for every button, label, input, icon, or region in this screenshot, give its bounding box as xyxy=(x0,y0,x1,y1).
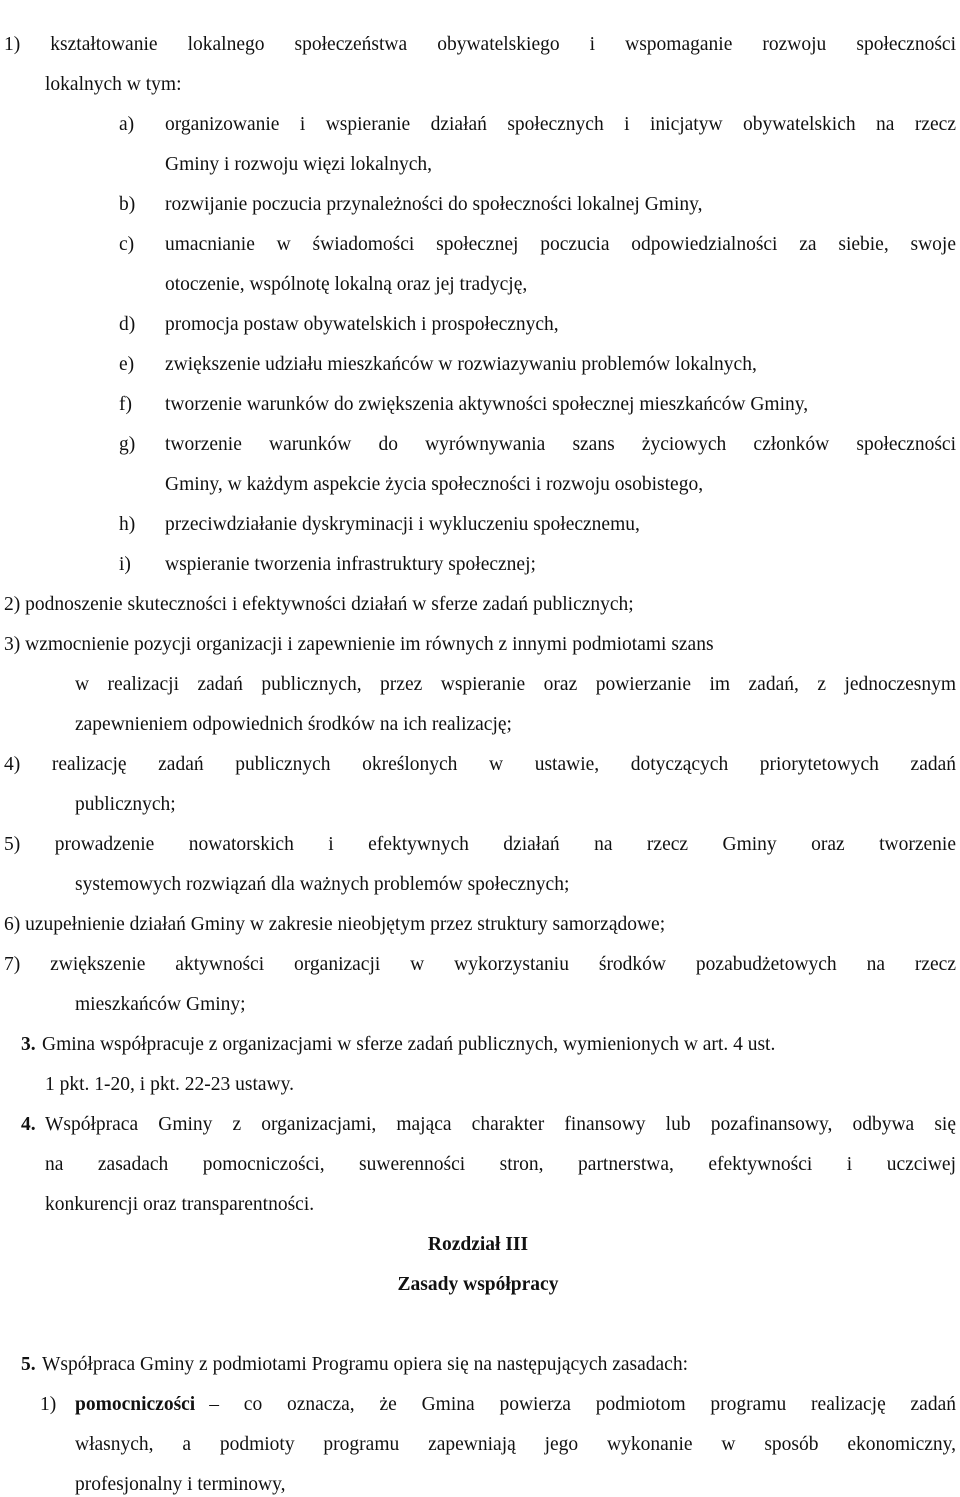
sub-item-label: d) xyxy=(119,314,136,335)
sub-item-c-line-2: otoczenie, wspólnotę lokalną oraz jej tradycję, xyxy=(165,274,528,295)
item-1-line-1: 1) kształtowanie lokalnego społeczeństwa obywatelskiego i wspomaganie rozwoju społeczności xyxy=(4,34,956,55)
sub-item-label: e) xyxy=(119,354,135,375)
paragraph-3-line-2: 1 pkt. 1-20, i pkt. 22-23 ustawy. xyxy=(45,1074,294,1095)
paragraph-4-number: 4. xyxy=(21,1114,36,1135)
paragraph-4-line-3: konkurencji oraz transparentności. xyxy=(45,1194,315,1215)
sub-item-i-line-1: wspieranie tworzenia infrastruktury społecznej; xyxy=(165,554,536,575)
sub-item-label: a) xyxy=(119,114,135,135)
item-3-line-3: zapewnieniem odpowiednich środków na ich realizację; xyxy=(75,714,512,735)
paragraph-4-line-1: Współpraca Gminy z organizacjami, mająca charakter finansowy lub pozafinansowy, odbywa się xyxy=(45,1114,956,1135)
sub-item-label: c) xyxy=(119,234,135,255)
sub-item-a-line-1: organizowanie i wspieranie działań społecznych i inicjatyw obywatelskich na rzecz xyxy=(165,114,956,135)
item-3-line-1: 3) wzmocnienie pozycji organizacji i zapewnienie im równych z innymi podmiotami szans xyxy=(4,634,714,655)
item-4-line-2: publicznych; xyxy=(75,794,176,815)
item-1-line-2: lokalnych w tym: xyxy=(45,74,182,95)
item-4-line-1: 4) realizację zadań publicznych określonych w ustawie, dotyczących priorytetowych zadań xyxy=(4,754,956,775)
principle-1-term: pomocniczości xyxy=(75,1394,196,1415)
item-2: 2) podnoszenie skuteczności i efektywności działań w sferze zadań publicznych; xyxy=(4,594,634,615)
item-7-line-1: 7) zwiększenie aktywności organizacji w wykorzystaniu środków pozabudżetowych na rzecz xyxy=(4,954,956,975)
paragraph-4-line-2: na zasadach pomocniczości, suwerenności stron, partnerstwa, efektywności i uczciwej xyxy=(45,1154,956,1175)
sub-item-b-line-1: rozwijanie poczucia przynależności do społeczności lokalnej Gminy, xyxy=(165,194,703,215)
sub-item-a-line-2: Gminy i rozwoju więzi lokalnych, xyxy=(165,154,432,175)
item-3-line-2: w realizacji zadań publicznych, przez wspieranie oraz powierzanie im zadań, z jednoczesnym xyxy=(75,674,956,695)
sub-item-h-line-1: przeciwdziałanie dyskryminacji i wykluczeniu społecznemu, xyxy=(165,514,640,535)
item-5-line-2: systemowych rozwiązań dla ważnych problemów społecznych; xyxy=(75,874,570,895)
item-6: 6) uzupełnienie działań Gminy w zakresie nieobjętym przez struktury samorządowe; xyxy=(4,914,666,935)
item-5-line-1: 5) prowadzenie nowatorskich i efektywnych działań na rzecz Gminy oraz tworzenie xyxy=(4,834,956,855)
paragraph-5-number: 5. xyxy=(21,1354,36,1375)
sub-item-label: b) xyxy=(119,194,136,215)
item-7-line-2: mieszkańców Gminy; xyxy=(75,994,246,1015)
sub-item-label: g) xyxy=(119,434,136,455)
sub-item-f-line-1: tworzenie warunków do zwiększenia aktywności społecznej mieszkańców Gminy, xyxy=(165,394,809,415)
sub-item-c-line-1: umacnianie w świadomości społecznej poczucia odpowiedzialności za siebie, swoje xyxy=(165,234,956,255)
chapter-title: Zasady współpracy xyxy=(397,1274,559,1295)
paragraph-3-line-1: Gmina współpracuje z organizacjami w sferze zadań publicznych, wymienionych w art. 4 ust. xyxy=(42,1034,776,1055)
chapter-number: Rozdział III xyxy=(427,1234,529,1255)
sub-item-label: f) xyxy=(119,394,132,415)
sub-item-g-line-2: Gminy, w każdym aspekcie życia społeczności i rozwoju osobistego, xyxy=(165,474,704,495)
principle-1-line-2: własnych, a podmioty programu zapewniają jego wykonanie w sposób ekonomiczny, xyxy=(75,1434,956,1455)
sub-item-label: h) xyxy=(119,514,136,535)
principle-1-line-3: profesjonalny i terminowy, xyxy=(75,1474,286,1495)
sub-item-d-line-1: promocja postaw obywatelskich i prospołecznych, xyxy=(165,314,559,335)
paragraph-3-number: 3. xyxy=(21,1034,36,1055)
sub-item-label: i) xyxy=(119,554,131,575)
sub-item-g-line-1: tworzenie warunków do wyrównywania szans życiowych członków społeczności xyxy=(165,434,956,455)
principle-1-line-1 xyxy=(75,1393,956,1417)
paragraph-5-text: Współpraca Gminy z podmiotami Programu opiera się na następujących zasadach: xyxy=(42,1354,688,1375)
sub-item-e-line-1: zwiększenie udziału mieszkańców w rozwiazywaniu problemów lokalnych, xyxy=(165,354,757,375)
principle-1-line-1-rest: – co oznacza, że Gmina powierza podmiotom programu realizację zadań xyxy=(209,1394,956,1415)
principle-1-label: 1) xyxy=(40,1394,57,1415)
